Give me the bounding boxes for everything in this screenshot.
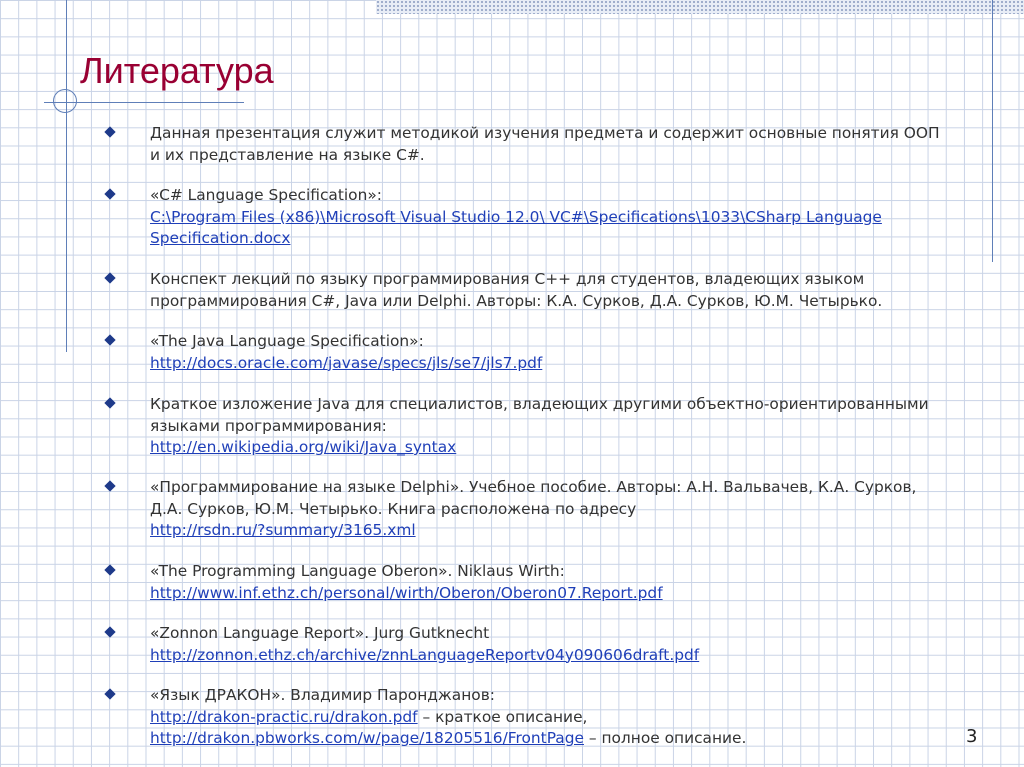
page-number: 3: [966, 726, 978, 747]
item-link[interactable]: http://docs.oracle.com/javase/specs/jls/se7/jls7.pdf: [150, 353, 543, 372]
diamond-bullet-icon: [104, 126, 115, 137]
top-decorative-pattern: [376, 0, 1024, 14]
item-text: Конспект лекций по языку программирования С++ для студентов, владеющих языком программирования C#, Java или Delphi. Авторы: К.А. Сурков, Д.А. Сурков, Ю.М. Четырько.: [150, 270, 883, 310]
list-item: [150, 477, 950, 542]
circle-ornament: [53, 89, 77, 113]
item-text: «The Java Language Specification»:: [150, 332, 424, 350]
item-text: «Zonnon Language Report». Jurg Gutknecht: [150, 624, 490, 642]
item-text: «The Programming Language Oberon». Niklaus Wirth:: [150, 562, 565, 580]
link-description: – полное описание.: [583, 729, 747, 747]
slide-title: Литература: [80, 50, 274, 91]
item-link[interactable]: http://rsdn.ru/?summary/3165.xml: [150, 521, 416, 539]
list-item: [150, 623, 950, 666]
diamond-bullet-icon: [104, 564, 115, 575]
diamond-bullet-icon: [104, 626, 115, 637]
item-text: Краткое изложение Java для специалистов, владеющих другими объектно-ориентированными языками программирования:: [150, 395, 929, 435]
item-text: «Язык ДРАКОН». Владимир Паронджанов:: [150, 686, 495, 704]
list-item: [150, 685, 950, 750]
item-link[interactable]: C:\Program Files (x86)\Microsoft Visual Studio 12.0\ VC#\Specifications\1033\CSharp Language Specification.docx: [150, 207, 882, 247]
item-text: «C# Language Specification»:: [150, 186, 382, 204]
item-link[interactable]: http://www.inf.ethz.ch/personal/wirth/Oberon/Oberon07.Report.pdf: [150, 583, 663, 602]
item-link[interactable]: http://zonnon.ethz.ch/archive/znnLanguageReportv04y090606draft.pdf: [150, 645, 700, 664]
list-item: [150, 561, 950, 604]
diamond-bullet-icon: [104, 480, 115, 491]
list-item: [150, 185, 950, 250]
right-vertical-rule: [992, 0, 993, 262]
list-item: [150, 394, 950, 459]
link-description: – краткое описание,: [417, 707, 588, 726]
diamond-bullet-icon: [104, 334, 115, 345]
list-item: [150, 269, 950, 312]
diamond-bullet-icon: [104, 688, 115, 699]
item-link[interactable]: http://en.wikipedia.org/wiki/Java_syntax: [150, 438, 457, 456]
item-link[interactable]: http://drakon.pbworks.com/w/page/18205516/FrontPage: [150, 729, 584, 747]
item-link[interactable]: http://drakon-practic.ru/drakon.pdf: [150, 707, 418, 726]
diamond-bullet-icon: [104, 272, 115, 283]
list-item: [150, 331, 950, 374]
left-vertical-rule: [66, 0, 67, 352]
list-item: [150, 123, 950, 166]
diamond-bullet-icon: [104, 397, 115, 408]
diamond-bullet-icon: [104, 188, 115, 199]
item-text: Данная презентация служит методикой изучения предмета и содержит основные понятия ООП и их представление на языке C#.: [150, 124, 940, 164]
item-text: «Программирование на языке Delphi». Учебное пособие. Авторы: А.Н. Вальвачев, К.А. Сурков, Д.А. Сурков, Ю.М. Четырько. Книга расположена по адресу: [150, 478, 917, 518]
